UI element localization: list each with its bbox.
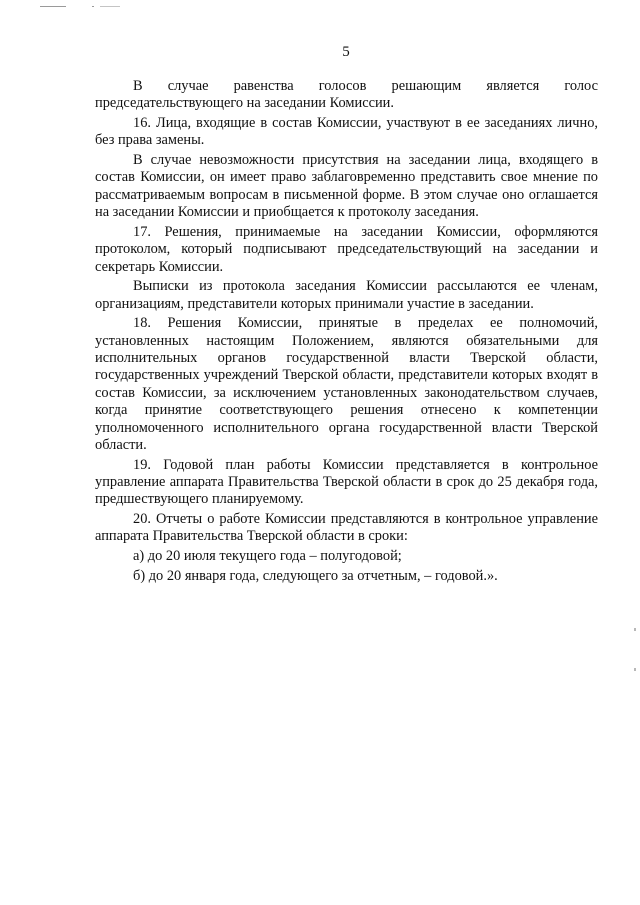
paragraph-tie-vote: В случае равенства голосов решающим является голос председательствующего на заседании Комиссии.: [95, 78, 598, 112]
paragraph-20: 20. Отчеты о работе Комиссии представляются в контрольное управление аппарата Правительства Тверской области в сроки:: [95, 511, 598, 545]
scan-artifact-dot: [92, 6, 94, 7]
paragraph-18: 18. Решения Комиссии, принятые в пределах ее полномочий, установленных настоящим Положением, являются обязательными для исполнительных органов государственной власти Тверской области, государственных учреждений Тверской области, представители которых входят в состав Комиссии, за исключением установленных законодательством случаев, когда принятие соответствующего решения отнесено к компетенции уполномоченного исполнительного органа государственной власти Тверской области.: [95, 315, 598, 454]
paragraph-19: 19. Годовой план работы Комиссии представляется в контрольное управление аппарата Правительства Тверской области в срок до 25 декабря года, предшествующего планируемому.: [95, 456, 598, 508]
scan-artifact-line: [100, 6, 120, 7]
paragraph-17: 17. Решения, принимаемые на заседании Комиссии, оформляются протоколом, который подписывают председательствующий на заседании и секретарь Комиссии.: [95, 223, 598, 275]
scan-artifact-dot: [634, 668, 636, 671]
page-number: 5: [342, 44, 350, 60]
paragraph-protocol-extracts: Выписки из протокола заседания Комиссии рассылаются ее членам, организациям, представители которых принимали участие в заседании.: [95, 278, 598, 312]
paragraph-16: 16. Лица, входящие в состав Комиссии, участвуют в ее заседаниях лично, без права замены.: [95, 115, 598, 149]
scan-artifact-line: [40, 6, 66, 7]
list-item-b: б) до 20 января года, следующего за отчетным, – годовой.».: [133, 567, 498, 584]
document-body: [95, 78, 598, 587]
list-item-a: а) до 20 июля текущего года – полугодовой;: [133, 548, 402, 565]
scan-artifact-dot: [634, 628, 636, 631]
paragraph-absence-opinion: В случае невозможности присутствия на заседании лица, входящего в состав Комиссии, он имеет право заблаговременно представить свое мнение по рассматриваемым вопросам в письменной форме. В этом случае оно оглашается на заседании Комиссии и приобщается к протоколу заседания.: [95, 152, 598, 221]
